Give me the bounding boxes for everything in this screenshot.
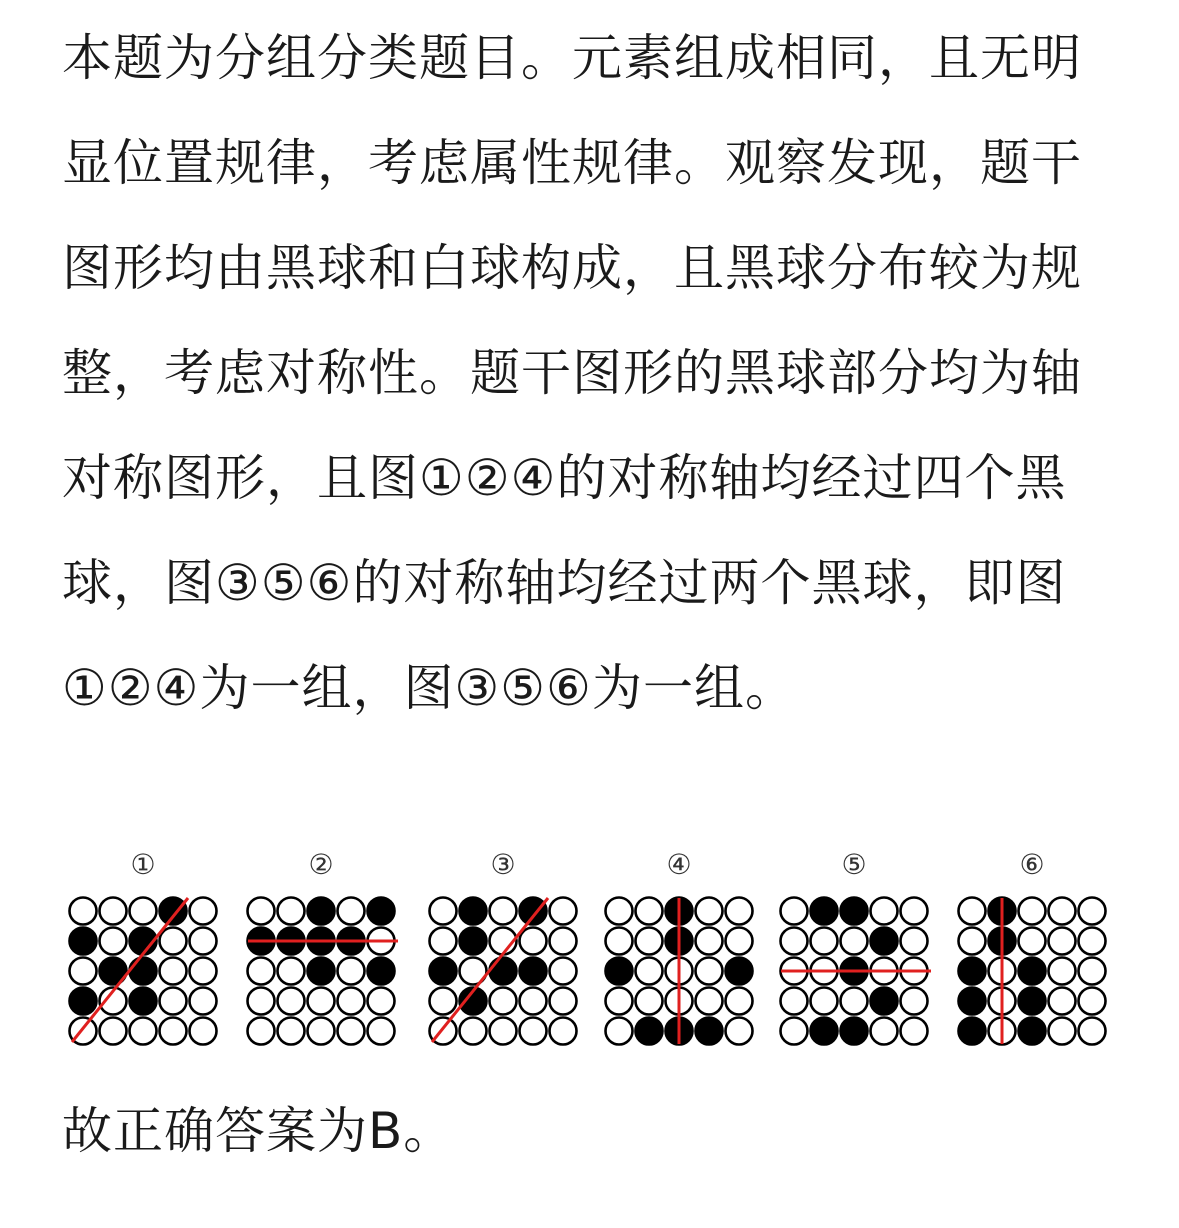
white-ball (781, 898, 808, 925)
black-ball (490, 958, 517, 985)
black-ball (368, 958, 395, 985)
figure-strip (0, 840, 1179, 1060)
black-ball (636, 1018, 663, 1045)
white-ball (1019, 898, 1046, 925)
white-ball (160, 1018, 187, 1045)
black-ball (130, 988, 157, 1015)
figure-label: ① (130, 848, 156, 881)
white-ball (871, 898, 898, 925)
white-ball (248, 1018, 275, 1045)
white-ball (550, 988, 577, 1015)
black-ball (959, 1018, 986, 1045)
black-ball (606, 958, 633, 985)
white-ball (278, 958, 305, 985)
white-ball (1079, 898, 1106, 925)
black-ball (811, 1018, 838, 1045)
white-ball (100, 1018, 127, 1045)
white-ball (278, 988, 305, 1015)
white-ball (636, 928, 663, 955)
white-ball (841, 928, 868, 955)
white-ball (901, 898, 928, 925)
white-ball (278, 1018, 305, 1045)
white-ball (70, 958, 97, 985)
white-ball (520, 988, 547, 1015)
white-ball (696, 958, 723, 985)
white-ball (636, 898, 663, 925)
white-ball (430, 928, 457, 955)
figure-5 (781, 848, 932, 1045)
explanation-paragraph: 本题为分组分类题目。元素组成相同，且无明显位置规律，考虑属性规律。观察发现，题干图形均由黑球和白球构成，且黑球分布较为规整，考虑对称性。题干图形的黑球部分均为轴对称图形，且图①②④的对称轴均经过四个黑球，图③⑤⑥的对称轴均经过两个黑球，即图①②④为一组，图③⑤⑥为一组。 (62, 29, 1082, 717)
white-ball (490, 1018, 517, 1045)
white-ball (368, 1018, 395, 1045)
black-ball (1019, 988, 1046, 1015)
black-ball (841, 1018, 868, 1045)
white-ball (781, 1018, 808, 1045)
figure-label: ③ (490, 848, 516, 881)
figure-6 (959, 848, 1106, 1045)
white-ball (1049, 958, 1076, 985)
white-ball (430, 988, 457, 1015)
white-ball (338, 988, 365, 1015)
white-ball (490, 988, 517, 1015)
figure-label: ⑤ (841, 848, 867, 881)
white-ball (160, 928, 187, 955)
white-ball (308, 988, 335, 1015)
white-ball (520, 928, 547, 955)
black-ball (368, 898, 395, 925)
white-ball (606, 898, 633, 925)
white-ball (190, 1018, 217, 1045)
black-ball (430, 958, 457, 985)
white-ball (338, 1018, 365, 1045)
white-ball (368, 988, 395, 1015)
white-ball (959, 898, 986, 925)
black-ball (1019, 958, 1046, 985)
white-ball (1079, 958, 1106, 985)
white-ball (1049, 898, 1076, 925)
black-ball (308, 958, 335, 985)
white-ball (1049, 1018, 1076, 1045)
white-ball (338, 958, 365, 985)
white-ball (636, 988, 663, 1015)
black-ball (871, 928, 898, 955)
white-ball (490, 898, 517, 925)
black-ball (460, 898, 487, 925)
white-ball (811, 928, 838, 955)
white-ball (781, 988, 808, 1015)
white-ball (1049, 928, 1076, 955)
white-ball (248, 898, 275, 925)
white-ball (901, 1018, 928, 1045)
white-ball (70, 898, 97, 925)
black-ball (130, 958, 157, 985)
white-ball (841, 988, 868, 1015)
white-ball (636, 958, 663, 985)
figure-label: ② (308, 848, 334, 881)
white-ball (1079, 988, 1106, 1015)
answer-line: 故正确答案为B。 (62, 1102, 455, 1160)
black-ball (841, 898, 868, 925)
figure-4 (606, 848, 753, 1045)
white-ball (726, 898, 753, 925)
white-ball (550, 958, 577, 985)
white-ball (959, 928, 986, 955)
white-ball (160, 958, 187, 985)
white-ball (338, 898, 365, 925)
white-ball (430, 898, 457, 925)
black-ball (959, 958, 986, 985)
white-ball (606, 1018, 633, 1045)
white-ball (606, 928, 633, 955)
black-ball (160, 898, 187, 925)
black-ball (308, 898, 335, 925)
white-ball (696, 988, 723, 1015)
black-ball (70, 988, 97, 1015)
white-ball (190, 958, 217, 985)
black-ball (726, 958, 753, 985)
black-ball (811, 898, 838, 925)
white-ball (901, 988, 928, 1015)
white-ball (248, 958, 275, 985)
white-ball (248, 988, 275, 1015)
white-ball (100, 928, 127, 955)
white-ball (160, 988, 187, 1015)
white-ball (190, 898, 217, 925)
white-ball (308, 1018, 335, 1045)
white-ball (726, 1018, 753, 1045)
black-ball (871, 988, 898, 1015)
black-ball (959, 988, 986, 1015)
white-ball (606, 988, 633, 1015)
white-ball (1079, 928, 1106, 955)
white-ball (1049, 988, 1076, 1015)
white-ball (550, 928, 577, 955)
white-ball (696, 898, 723, 925)
black-ball (70, 928, 97, 955)
white-ball (1019, 928, 1046, 955)
figure-1 (70, 848, 217, 1045)
black-ball (520, 898, 547, 925)
white-ball (130, 1018, 157, 1045)
white-ball (726, 988, 753, 1015)
white-ball (811, 988, 838, 1015)
figure-label: ⑥ (1019, 848, 1045, 881)
white-ball (726, 928, 753, 955)
white-ball (781, 928, 808, 955)
black-ball (460, 928, 487, 955)
white-ball (190, 928, 217, 955)
white-ball (550, 898, 577, 925)
black-ball (520, 958, 547, 985)
white-ball (130, 898, 157, 925)
figure-3 (430, 848, 577, 1045)
white-ball (1079, 1018, 1106, 1045)
white-ball (100, 898, 127, 925)
black-ball (1019, 1018, 1046, 1045)
white-ball (901, 928, 928, 955)
white-ball (871, 1018, 898, 1045)
white-ball (520, 1018, 547, 1045)
white-ball (278, 898, 305, 925)
white-ball (550, 1018, 577, 1045)
figure-2 (248, 848, 399, 1045)
white-ball (460, 1018, 487, 1045)
white-ball (696, 928, 723, 955)
black-ball (696, 1018, 723, 1045)
figure-label: ④ (666, 848, 692, 881)
white-ball (190, 988, 217, 1015)
